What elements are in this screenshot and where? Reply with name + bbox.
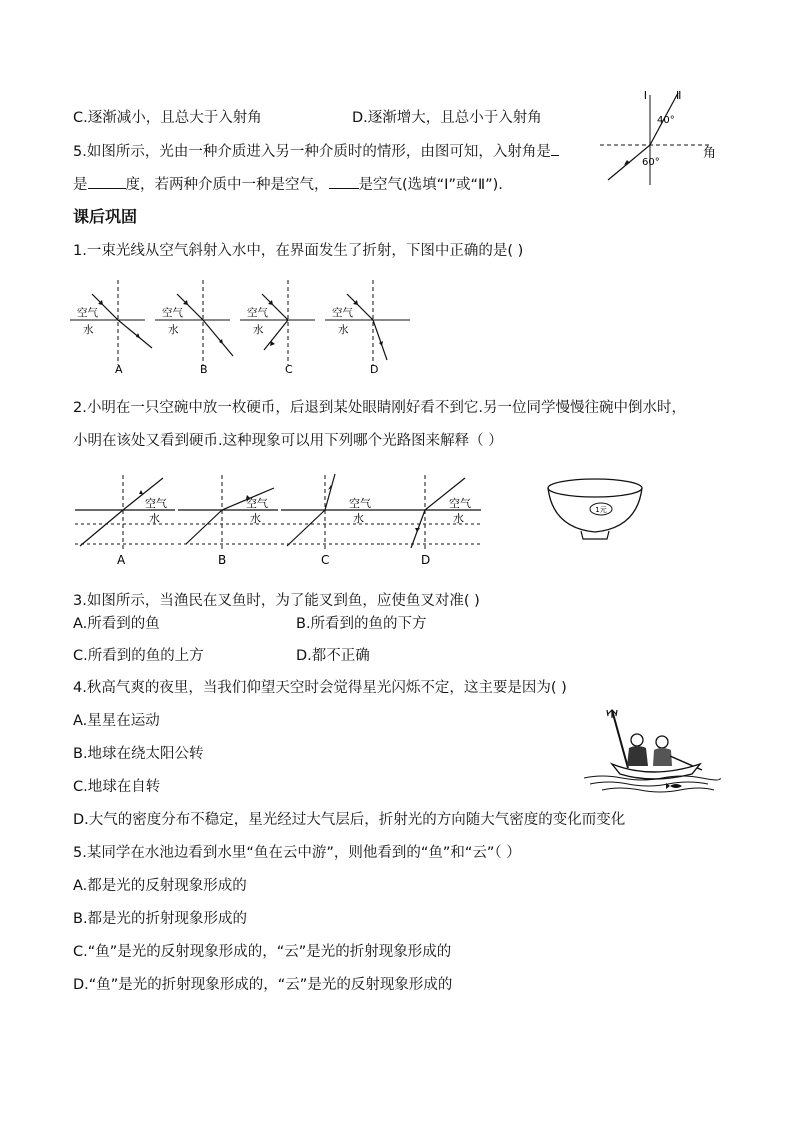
q3-option-c[interactable]: C.所看到的鱼的上方 — [73, 648, 204, 664]
q2-stem-line2: 小明在该处又看到硬币.这种现象可以用下列哪个光路图来解释（ ） — [73, 433, 503, 449]
water-label: 水 — [83, 324, 94, 336]
option-letter: A — [117, 553, 126, 567]
air-label: 空气 — [162, 307, 183, 319]
q2-diagram-b[interactable] — [178, 475, 278, 567]
q3-stem: 3.如图所示，当渔民在叉鱼时，为了能叉到鱼，应使鱼叉对准( ) — [73, 593, 480, 609]
bowl-rim — [548, 479, 642, 497]
q5-stem-line2 — [73, 174, 503, 195]
q5b-option-c[interactable]: C.“鱼”是光的反射现象形成的，“云”是光的折射现象形成的 — [73, 944, 452, 960]
q5-stem-line1 — [73, 141, 559, 162]
q5-text: 是 — [73, 177, 88, 193]
angle-label: 40° — [657, 115, 675, 126]
fisherman-head — [631, 734, 643, 746]
option-letter: C — [321, 553, 330, 567]
q3-option-a[interactable]: A.所看到的鱼 — [73, 616, 160, 632]
q5-text: 是空气(选填“Ⅰ”或“Ⅱ”). — [358, 177, 503, 193]
air-label: 空气 — [349, 497, 371, 510]
bowl-with-coin — [545, 476, 645, 546]
label-medium-1: Ⅰ — [643, 89, 647, 102]
q2-stem-line1: 2.小明在一只空碗中放一枚硬币，后退到某处眼睛刚好看不到它.另一位同学慢慢往碗中倒水时， — [73, 400, 686, 416]
q5b-stem: 5.某同学在水池边看到水里“鱼在云中游”，则他看到的“鱼”和“云”（ ） — [73, 845, 521, 861]
spear-icon — [612, 710, 628, 768]
q2-diagram-c[interactable] — [281, 474, 381, 567]
q2-diagram-d[interactable] — [381, 475, 481, 567]
water-label: 水 — [453, 512, 464, 525]
air-label: 空气 — [145, 497, 167, 510]
rower-head — [656, 736, 668, 748]
q1-diagram-c[interactable] — [240, 280, 315, 376]
water-label: 水 — [250, 512, 261, 525]
option-d: D.逐渐增大，且总小于入射角 — [352, 110, 542, 126]
water-label: 水 — [168, 324, 179, 336]
section-title: 课后巩固 — [73, 207, 138, 226]
water-label: 水 — [149, 512, 160, 525]
q5b-option-d[interactable]: D.“鱼”是光的折射现象形成的，“云”是光的反射现象形成的 — [73, 977, 453, 993]
option-letter: D — [370, 363, 379, 376]
q1-stem: 1.一束光线从空气斜射入水中，在界面发生了折射，下图中正确的是( ) — [73, 243, 524, 259]
air-label: 空气 — [247, 307, 268, 319]
cut-char: 角 — [703, 146, 717, 161]
option-letter: D — [421, 553, 431, 567]
q5b-option-a[interactable]: A.都是光的反射现象形成的 — [73, 878, 247, 894]
air-label: 空气 — [332, 307, 353, 319]
q2-diagram-a[interactable] — [75, 475, 175, 567]
option-c: C.逐渐减小，且总大于入射角 — [73, 110, 262, 126]
option-letter: C — [285, 363, 293, 376]
air-label: 空气 — [449, 497, 471, 510]
rower-body — [653, 748, 672, 766]
water-label: 水 — [353, 512, 364, 525]
q4-option-c[interactable]: C.地球在自转 — [73, 779, 161, 795]
q1-diagram-b[interactable] — [155, 280, 233, 376]
coin-label: 1元 — [595, 506, 607, 514]
q2-diagrams — [75, 470, 485, 570]
q4-stem: 4.秋高气爽的夜里，当我们仰望天空时会觉得星光闪烁不定，这主要是因为( ) — [73, 680, 567, 696]
q5b-option-b[interactable]: B.都是光的折射现象形成的 — [73, 911, 248, 927]
boat-icon — [612, 764, 700, 779]
q1-diagrams — [70, 280, 420, 380]
q5-text: 5.如图所示，光由一种介质进入另一种介质时的情形，由图可知，入射角是 — [73, 144, 551, 160]
q3-option-b[interactable]: B.所看到的鱼的下方 — [296, 616, 427, 632]
option-letter: A — [115, 363, 123, 376]
option-letter: B — [218, 553, 227, 567]
water-label: 水 — [338, 324, 349, 336]
q4-option-a[interactable]: A.星星在运动 — [73, 713, 160, 729]
option-letter: B — [200, 363, 208, 376]
fisherman-illustration — [582, 708, 722, 794]
angle-label: 60° — [642, 157, 660, 168]
label-medium-2: Ⅱ — [676, 89, 682, 102]
q1-diagram-a[interactable] — [70, 280, 152, 376]
answer-blank[interactable] — [88, 174, 126, 189]
q4-option-d[interactable]: D.大气的密度分布不稳定，星光经过大气层后，折射光的方向随大气密度的变化而变化 — [73, 812, 626, 828]
q5-text: 度，若两种介质中一种是空气， — [125, 177, 329, 193]
refraction-figure — [600, 85, 720, 190]
air-label: 空气 — [77, 307, 98, 319]
water-label: 水 — [253, 324, 264, 336]
answer-blank[interactable] — [551, 141, 559, 156]
q1-diagram-d[interactable] — [325, 280, 410, 376]
q3-option-d[interactable]: D.都不正确 — [296, 648, 370, 664]
answer-blank[interactable] — [329, 174, 359, 189]
q4-option-b[interactable]: B.地球在绕太阳公转 — [73, 746, 204, 762]
fisherman-body — [627, 746, 648, 766]
air-label: 空气 — [246, 497, 268, 510]
